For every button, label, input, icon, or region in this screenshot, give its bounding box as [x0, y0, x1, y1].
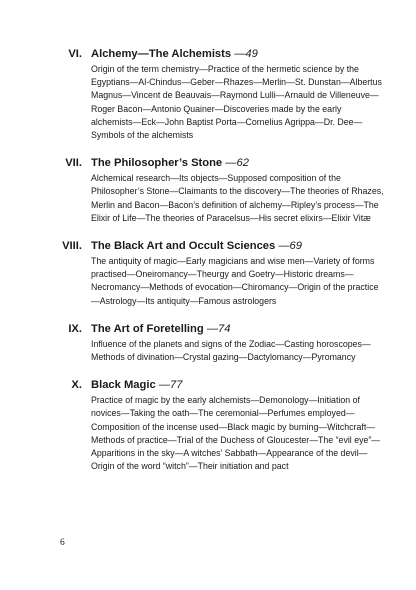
chapter-numeral: VIII. [62, 240, 82, 253]
toc-entry-vi [44, 46, 384, 142]
chapter-numeral: IX. [68, 322, 82, 335]
chapter-numeral: X. [71, 379, 82, 392]
chapter-page-ref: —62 [225, 157, 249, 170]
chapter-body [91, 321, 384, 364]
chapter-page-ref: —77 [158, 379, 183, 392]
table-of-contents [44, 46, 384, 486]
toc-entry-ix [44, 321, 384, 364]
toc-entry-vii [44, 155, 384, 225]
chapter-heading [91, 321, 384, 337]
chapter-heading [91, 238, 384, 254]
chapter-heading [91, 155, 384, 171]
toc-entry-viii [44, 238, 384, 308]
chapter-page-ref: —74 [206, 322, 231, 335]
toc-entry-x [44, 377, 384, 473]
chapter-description: Alchemical research—Its objects—Supposed composition of the Philosopher’s Stone—Claimants to the discovery—The theories of Rhazes, Merlin and Bacon—Bacon’s definition of alchemy—Ripley’s process—The Elixir of Life—The theories of Paracelsus—His secret elixirs—Elixir Vitæ [91, 173, 384, 223]
chapter-description: Influence of the planets and signs of the Zodiac—Casting horoscopes—Methods of divination—Crystal gazing—Dactylomancy—Pyromancy [91, 338, 371, 363]
chapter-description: Origin of the term chemistry—Practice of the hermetic science by the Egyptians—Al-Chindus—Geber—Rhazes—Merlin—St. Dunstan—Albertus Magnus—Vincent de Beauvais—Raymond Lulli—Arnauld de Villeneuve—Roger Bacon—Antonio Quainer—Discoveries made by the early alchemists—Eck—John Baptist Porta—Cornelius Agrippa—Dr. Dee—Symbols of the alchemists [91, 64, 382, 141]
chapter-body [91, 46, 384, 142]
chapter-heading [91, 46, 384, 62]
chapter-title: Alchemy—The Alchemists [91, 48, 232, 60]
chapter-title: The Art of Foretelling [91, 322, 204, 335]
chapter-title: The Philosopher’s Stone [91, 157, 223, 170]
chapter-title: The Black Art and Occult Sciences [91, 240, 276, 253]
chapter-body [91, 155, 384, 225]
chapter-page-ref: —69 [278, 240, 302, 253]
chapter-numeral: VI. [68, 48, 82, 60]
chapter-description: Practice of magic by the early alchemists—Demonology—Initiation of novices—Taking the oath—The ceremonial—Perfumes employed—Composition of the incense used—Black magic by burning—Witchcraft—Methods of practice—Trial of the Duchess of Gloucester—The “evil eye”—Apparitions in the sky—A witches’ Sabbath—Appearance of the devil—Origin of the word “witch”—Their initiation and pact [91, 395, 381, 472]
chapter-numeral: VII. [65, 157, 82, 170]
chapter-heading [91, 377, 384, 393]
page-number: 6 [60, 538, 65, 548]
chapter-page-ref: —49 [234, 48, 258, 60]
chapter-body [91, 377, 384, 473]
chapter-title: Black Magic [91, 379, 156, 392]
chapter-body [91, 238, 384, 308]
chapter-description: The antiquity of magic—Early magicians and wise men—Variety of forms practised—Oneiromancy—Theurgy and Goetry—Historic dreams—Necromancy—Methods of evocation—Chiromancy—Origin of the practice—Astrology—Its antiquity—Famous astrologers [91, 256, 379, 306]
